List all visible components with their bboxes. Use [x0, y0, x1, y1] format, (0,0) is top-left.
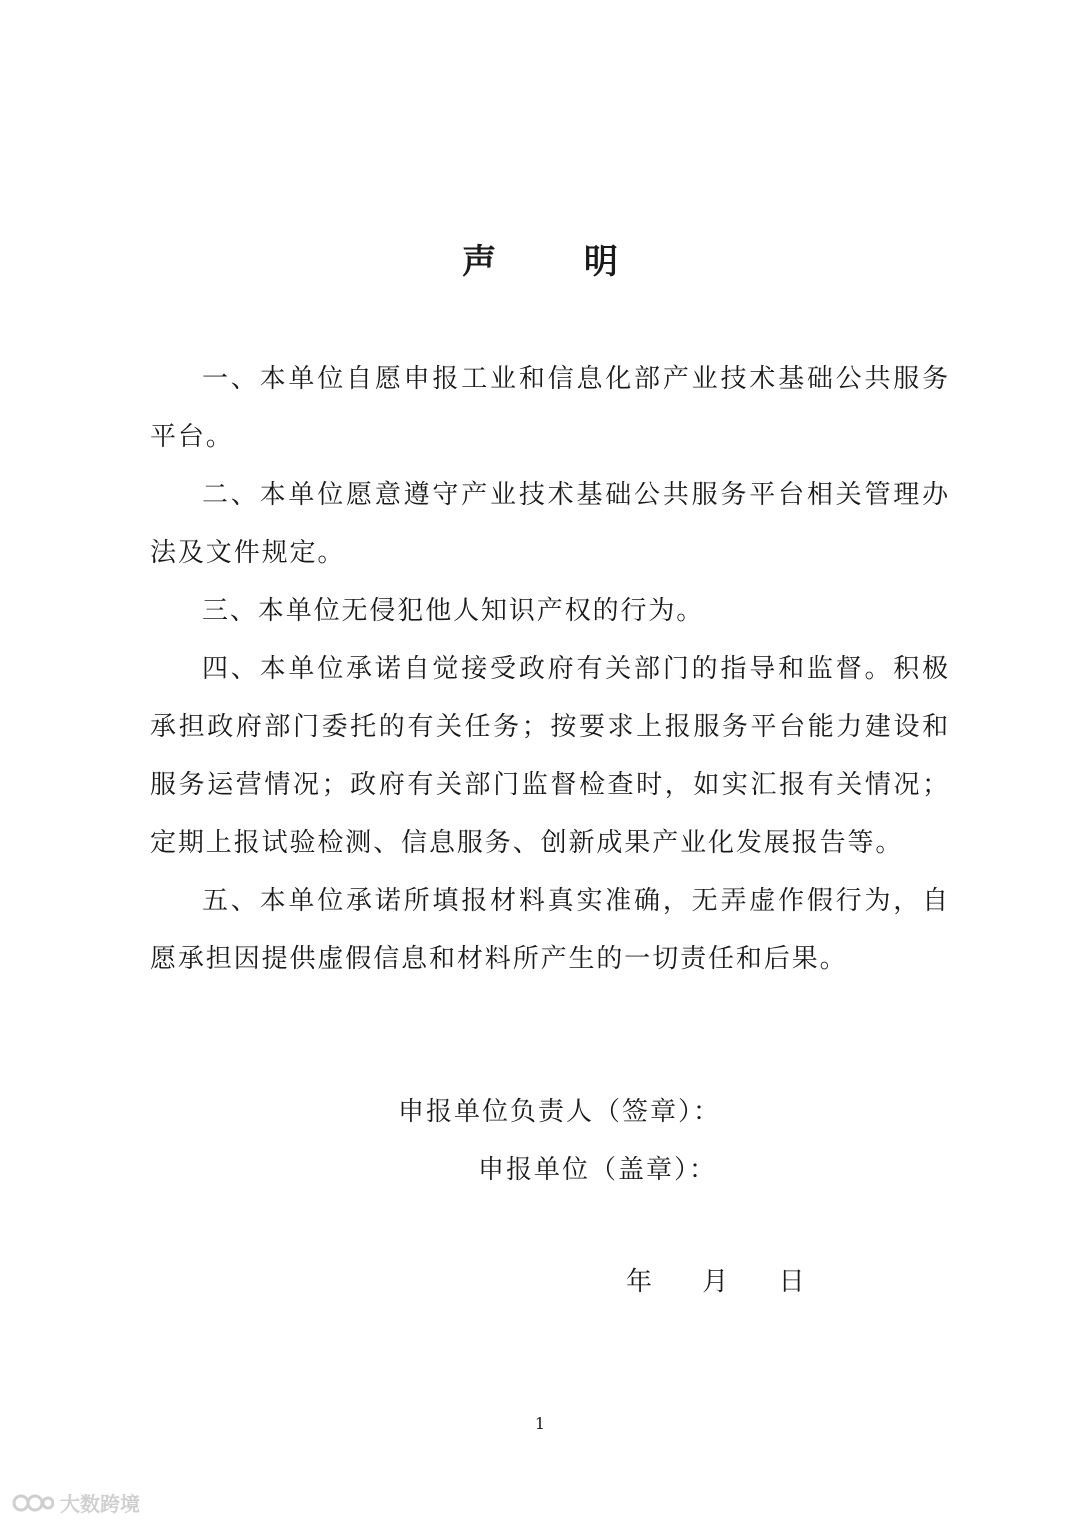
date-month: 月: [702, 1267, 729, 1297]
paragraph-4: 四、本单位承诺自觉接受政府有关部门的指导和监督。积极承担政府部门委托的有关任务；按要求上报服务平台能力建设和服务运营情况；政府有关部门监督检查时，如实汇报有关情况；定期上报试验检测、信息服务、创新成果产业化发展报告等。: [150, 654, 950, 858]
date-line: [626, 1262, 847, 1302]
date-year: 年: [626, 1267, 653, 1297]
paragraph-3: 三、本单位无侵犯他人知识产权的行为。: [202, 596, 705, 626]
document-title: 声 明: [462, 242, 656, 282]
paragraph-1: 一、本单位自愿申报工业和信息化部产业技术基础公共服务平台。: [150, 364, 950, 452]
watermark-logo-icon: [12, 1492, 54, 1514]
watermark: [12, 1488, 140, 1517]
paragraph-2: 二、本单位愿意遵守产业技术基础公共服务平台相关管理办法及文件规定。: [150, 480, 950, 568]
page-number: 1: [534, 1414, 546, 1433]
declaration-body: [150, 350, 950, 988]
responsible-person-signature-line: 申报单位负责人（签章）：: [398, 1097, 722, 1127]
unit-seal-line: 申报单位（盖章）：: [478, 1155, 718, 1185]
date-day: 日: [778, 1267, 805, 1297]
paragraph-5: 五、本单位承诺所填报材料真实准确，无弄虚作假行为，自愿承担因提供虚假信息和材料所产生的一切责任和后果。: [150, 886, 950, 974]
watermark-text: 大数跨境: [60, 1492, 140, 1516]
